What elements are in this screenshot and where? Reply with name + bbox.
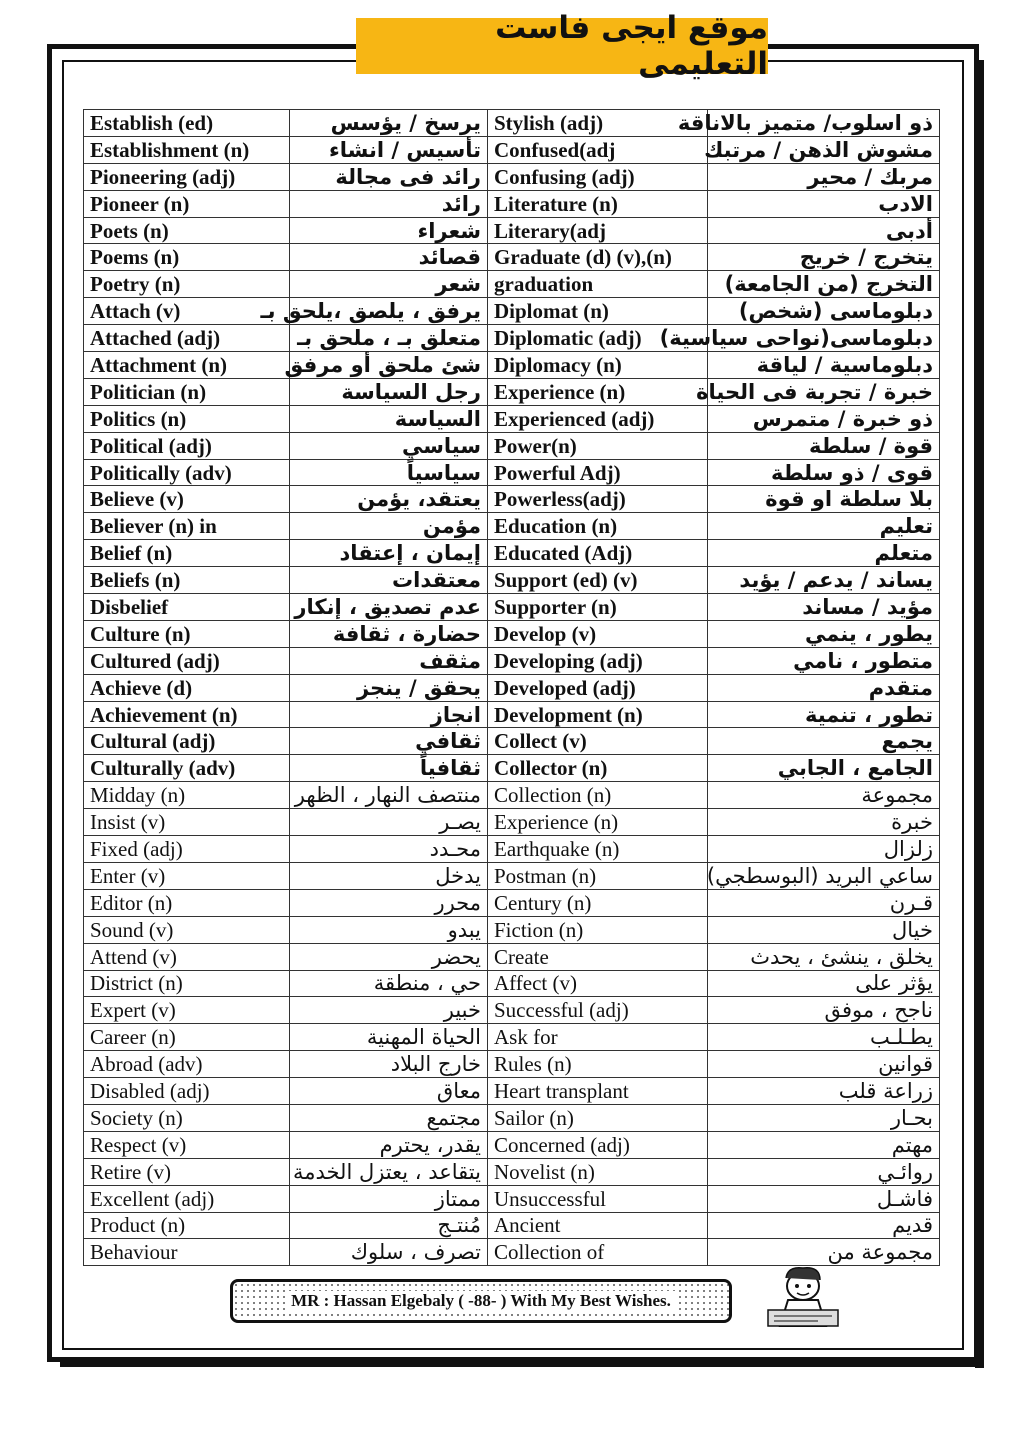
english-word-left: Midday (n) — [84, 782, 290, 809]
table-row — [84, 862, 940, 889]
english-word-right: Century (n) — [488, 889, 708, 916]
table-row — [84, 136, 940, 163]
arabic-meaning-right: مشوش الذهن / مرتبك — [708, 136, 940, 163]
arabic-meaning-right: الجامع ، الجابي — [708, 755, 940, 782]
english-word-right: Development (n) — [488, 701, 708, 728]
english-word-right: Education (n) — [488, 513, 708, 540]
table-row — [84, 836, 940, 863]
english-word-right: Powerless(adj) — [488, 486, 708, 513]
english-word-left: Poets (n) — [84, 217, 290, 244]
english-word-left: Respect (v) — [84, 1131, 290, 1158]
arabic-meaning-left: مؤمن — [290, 513, 488, 540]
arabic-meaning-left: يتقاعد ، يعتزل الخدمة — [290, 1158, 488, 1185]
english-word-right: Earthquake (n) — [488, 836, 708, 863]
english-word-right: Unsuccessful — [488, 1185, 708, 1212]
arabic-meaning-right: ذو اسلوب/ متميز بالاناقة — [708, 110, 940, 137]
arabic-meaning-left: مثقف — [290, 647, 488, 674]
english-word-right: Fiction (n) — [488, 916, 708, 943]
student-mascot-icon — [758, 1264, 848, 1334]
table-row — [84, 378, 940, 405]
english-word-right: Successful (adj) — [488, 997, 708, 1024]
english-word-left: Editor (n) — [84, 889, 290, 916]
arabic-meaning-left: يرسخ / يؤسس — [290, 110, 488, 137]
arabic-meaning-left: محـدد — [290, 836, 488, 863]
english-word-left: Political (adj) — [84, 432, 290, 459]
arabic-meaning-right: تعليم — [708, 513, 940, 540]
arabic-meaning-left: معتقدات — [290, 567, 488, 594]
english-word-right: Confusing (adj) — [488, 163, 708, 190]
english-word-left: Attend (v) — [84, 943, 290, 970]
english-word-right: Novelist (n) — [488, 1158, 708, 1185]
english-word-left: Belief (n) — [84, 540, 290, 567]
arabic-meaning-right: مجموعة من — [708, 1239, 940, 1266]
english-word-right: Heart transplant — [488, 1078, 708, 1105]
arabic-meaning-right: متعلم — [708, 540, 940, 567]
arabic-meaning-right: خبرة — [708, 809, 940, 836]
english-word-left: Disabled (adj) — [84, 1078, 290, 1105]
table-row — [84, 728, 940, 755]
english-word-right: Diplomatic (adj) — [488, 325, 708, 352]
arabic-meaning-left: رائد فى مجالة — [290, 163, 488, 190]
arabic-meaning-right: زراعة قلب — [708, 1078, 940, 1105]
english-word-left: Attachment (n) — [84, 352, 290, 379]
table-row — [84, 1078, 940, 1105]
english-word-right: Ancient — [488, 1212, 708, 1239]
arabic-meaning-right: خبرة / تجربة فى الحياة — [708, 378, 940, 405]
table-row — [84, 298, 940, 325]
arabic-meaning-right: ذو خبرة / متمرس — [708, 405, 940, 432]
english-word-right: Stylish (adj) — [488, 110, 708, 137]
arabic-meaning-left: تأسيس / انشاء — [290, 136, 488, 163]
english-word-right: Educated (Adj) — [488, 540, 708, 567]
table-row — [84, 620, 940, 647]
table-row — [84, 916, 940, 943]
arabic-meaning-right: ساعي البريد (البوسطجي) — [708, 862, 940, 889]
arabic-meaning-right: مؤيد / مساند — [708, 594, 940, 621]
vocabulary-table — [83, 109, 940, 1266]
table-row — [84, 513, 940, 540]
arabic-meaning-left: مجتمع — [290, 1104, 488, 1131]
arabic-meaning-left: انجاز — [290, 701, 488, 728]
arabic-meaning-left: خارج البلاد — [290, 1051, 488, 1078]
table-row — [84, 755, 940, 782]
table-row — [84, 459, 940, 486]
table-row — [84, 594, 940, 621]
table-row — [84, 217, 940, 244]
english-word-left: Sound (v) — [84, 916, 290, 943]
english-word-left: Beliefs (n) — [84, 567, 290, 594]
arabic-meaning-left: متعلق بـ ، ملحق بـ — [290, 325, 488, 352]
arabic-meaning-left: يدخل — [290, 862, 488, 889]
arabic-meaning-right: قوة / سلطة — [708, 432, 940, 459]
arabic-meaning-right: مجموعة — [708, 782, 940, 809]
english-word-left: Behaviour — [84, 1239, 290, 1266]
table-row — [84, 352, 940, 379]
english-word-left: Poems (n) — [84, 244, 290, 271]
english-word-left: Fixed (adj) — [84, 836, 290, 863]
table-row — [84, 889, 940, 916]
english-word-left: Achieve (d) — [84, 674, 290, 701]
footer-text: MR : Hassan Elgebaly ( -88- ) With My Best Wishes. — [287, 1291, 675, 1311]
english-word-right: Supporter (n) — [488, 594, 708, 621]
english-word-right: Diplomacy (n) — [488, 352, 708, 379]
arabic-meaning-right: بحـار — [708, 1104, 940, 1131]
table-row — [84, 486, 940, 513]
arabic-meaning-left: مُنتـج — [290, 1212, 488, 1239]
english-word-left: Disbelief — [84, 594, 290, 621]
arabic-meaning-left: منتصف النهار ، الظهر — [290, 782, 488, 809]
arabic-meaning-right: يتخرج / خريج — [708, 244, 940, 271]
page-title-banner: موقع ايجى فاست التعليمى — [356, 18, 768, 74]
english-word-left: Culture (n) — [84, 620, 290, 647]
arabic-meaning-right: دبلوماسية / لياقة — [708, 352, 940, 379]
english-word-right: Developing (adj) — [488, 647, 708, 674]
english-word-right: Postman (n) — [488, 862, 708, 889]
english-word-right: Powerful Adj) — [488, 459, 708, 486]
arabic-meaning-right: خيال — [708, 916, 940, 943]
footer-box — [230, 1279, 732, 1323]
arabic-meaning-right: يطور ، ينمي — [708, 620, 940, 647]
arabic-meaning-left: شعر — [290, 271, 488, 298]
arabic-meaning-right: يطـلـب — [708, 1024, 940, 1051]
table-row — [84, 1024, 940, 1051]
arabic-meaning-left: الحياة المهنية — [290, 1024, 488, 1051]
english-word-right: Literature (n) — [488, 190, 708, 217]
table-row — [84, 1051, 940, 1078]
english-word-left: Insist (v) — [84, 809, 290, 836]
english-word-left: Establish (ed) — [84, 110, 290, 137]
arabic-meaning-right: ناجح ، موفق — [708, 997, 940, 1024]
arabic-meaning-left: محرر — [290, 889, 488, 916]
english-word-left: Excellent (adj) — [84, 1185, 290, 1212]
table-row — [84, 325, 940, 352]
arabic-meaning-right: قوى / ذو سلطة — [708, 459, 940, 486]
english-word-left: Politically (adv) — [84, 459, 290, 486]
arabic-meaning-left: قصائد — [290, 244, 488, 271]
arabic-meaning-left: يحقق / ينجز — [290, 674, 488, 701]
table-row — [84, 163, 940, 190]
english-word-right: Ask for — [488, 1024, 708, 1051]
english-word-right: Collect (v) — [488, 728, 708, 755]
arabic-meaning-right: بلا سلطة او قوة — [708, 486, 940, 513]
english-word-left: Cultural (adj) — [84, 728, 290, 755]
arabic-meaning-right: يؤثر على — [708, 970, 940, 997]
english-word-right: Rules (n) — [488, 1051, 708, 1078]
table-row — [84, 271, 940, 298]
english-word-left: Believe (v) — [84, 486, 290, 513]
english-word-left: Attach (v) — [84, 298, 290, 325]
english-word-left: Pioneering (adj) — [84, 163, 290, 190]
english-word-left: Career (n) — [84, 1024, 290, 1051]
english-word-left: Poetry (n) — [84, 271, 290, 298]
arabic-meaning-left: يبدو — [290, 916, 488, 943]
arabic-meaning-right: زلزال — [708, 836, 940, 863]
arabic-meaning-right: مربك / محير — [708, 163, 940, 190]
arabic-meaning-left: إيمان ، إعتقاد — [290, 540, 488, 567]
table-row — [84, 701, 940, 728]
english-word-left: District (n) — [84, 970, 290, 997]
english-word-right: Developed (adj) — [488, 674, 708, 701]
arabic-meaning-left: شعراء — [290, 217, 488, 244]
english-word-left: Establishment (n) — [84, 136, 290, 163]
table-row — [84, 1104, 940, 1131]
english-word-right: Literary(adj — [488, 217, 708, 244]
english-word-right: Collection (n) — [488, 782, 708, 809]
arabic-meaning-right: متطور ، نامي — [708, 647, 940, 674]
arabic-meaning-left: ثقافي — [290, 728, 488, 755]
english-word-right: Collection of — [488, 1239, 708, 1266]
english-word-right: graduation — [488, 271, 708, 298]
arabic-meaning-left: سياسياً — [290, 459, 488, 486]
arabic-meaning-right: قـرن — [708, 889, 940, 916]
english-word-left: Politics (n) — [84, 405, 290, 432]
table-row — [84, 540, 940, 567]
english-word-right: Experienced (adj) — [488, 405, 708, 432]
arabic-meaning-right: التخرج (من الجامعة) — [708, 271, 940, 298]
english-word-right: Experience (n) — [488, 809, 708, 836]
table-row — [84, 1185, 940, 1212]
english-word-right: Power(n) — [488, 432, 708, 459]
arabic-meaning-right: قديم — [708, 1212, 940, 1239]
english-word-right: Create — [488, 943, 708, 970]
table-row — [84, 190, 940, 217]
english-word-right: Support (ed) (v) — [488, 567, 708, 594]
arabic-meaning-right: دبلوماسى (شخص) — [708, 298, 940, 325]
english-word-right: Confused(adj — [488, 136, 708, 163]
table-row — [84, 1158, 940, 1185]
arabic-meaning-right: أدبى — [708, 217, 940, 244]
table-row — [84, 943, 940, 970]
english-word-left: Cultured (adj) — [84, 647, 290, 674]
arabic-meaning-right: دبلوماسى(نواحى سياسية) — [708, 325, 940, 352]
english-word-left: Enter (v) — [84, 862, 290, 889]
english-word-right: Develop (v) — [488, 620, 708, 647]
table-row — [84, 1239, 940, 1266]
arabic-meaning-right: مهتم — [708, 1131, 940, 1158]
arabic-meaning-left: ممتاز — [290, 1185, 488, 1212]
arabic-meaning-right: فاشـل — [708, 1185, 940, 1212]
english-word-left: Achievement (n) — [84, 701, 290, 728]
english-word-right: Diplomat (n) — [488, 298, 708, 325]
english-word-left: Pioneer (n) — [84, 190, 290, 217]
english-word-left: Politician (n) — [84, 378, 290, 405]
arabic-meaning-left: حضارة ، ثقافة — [290, 620, 488, 647]
arabic-meaning-left: يصـر — [290, 809, 488, 836]
english-word-left: Abroad (adv) — [84, 1051, 290, 1078]
arabic-meaning-right: الادب — [708, 190, 940, 217]
table-row — [84, 567, 940, 594]
table-row — [84, 809, 940, 836]
english-word-right: Affect (v) — [488, 970, 708, 997]
arabic-meaning-left: يحضر — [290, 943, 488, 970]
arabic-meaning-right: تطور ، تنمية — [708, 701, 940, 728]
table-row — [84, 405, 940, 432]
arabic-meaning-left: رجل السياسة — [290, 378, 488, 405]
arabic-meaning-left: رائد — [290, 190, 488, 217]
arabic-meaning-right: قوانين — [708, 1051, 940, 1078]
arabic-meaning-left: يعتقد، يؤمن — [290, 486, 488, 513]
english-word-right: Graduate (d) (v),(n) — [488, 244, 708, 271]
arabic-meaning-right: يخلق ، ينشئ ، يحدث — [708, 943, 940, 970]
table-row — [84, 244, 940, 271]
arabic-meaning-left: يقدر، يحترم — [290, 1131, 488, 1158]
english-word-left: Attached (adj) — [84, 325, 290, 352]
english-word-right: Sailor (n) — [488, 1104, 708, 1131]
table-row — [84, 674, 940, 701]
english-word-right: Concerned (adj) — [488, 1131, 708, 1158]
table-row — [84, 970, 940, 997]
arabic-meaning-left: السياسة — [290, 405, 488, 432]
english-word-left: Culturally (adv) — [84, 755, 290, 782]
english-word-right: Experience (n) — [488, 378, 708, 405]
arabic-meaning-left: يرفق ، يلصق ،يلحق بـ — [290, 298, 488, 325]
arabic-meaning-left: معاق — [290, 1078, 488, 1105]
table-row — [84, 782, 940, 809]
table-row — [84, 1131, 940, 1158]
english-word-left: Expert (v) — [84, 997, 290, 1024]
arabic-meaning-left: خبير — [290, 997, 488, 1024]
arabic-meaning-right: روائـي — [708, 1158, 940, 1185]
arabic-meaning-right: يجمع — [708, 728, 940, 755]
arabic-meaning-right: متقدم — [708, 674, 940, 701]
arabic-meaning-left: تصرف ، سلوك — [290, 1239, 488, 1266]
table-row — [84, 997, 940, 1024]
arabic-meaning-left: شئ ملحق أو مرفق — [290, 352, 488, 379]
arabic-meaning-right: يساند / يدعم / يؤيد — [708, 567, 940, 594]
english-word-left: Retire (v) — [84, 1158, 290, 1185]
english-word-left: Society (n) — [84, 1104, 290, 1131]
english-word-left: Believer (n) in — [84, 513, 290, 540]
arabic-meaning-left: عدم تصديق ، إنكار — [290, 594, 488, 621]
table-row — [84, 647, 940, 674]
arabic-meaning-left: سياسي — [290, 432, 488, 459]
table-row — [84, 432, 940, 459]
table-row — [84, 110, 940, 137]
table-row — [84, 1212, 940, 1239]
english-word-right: Collector (n) — [488, 755, 708, 782]
arabic-meaning-left: حي ، منطقة — [290, 970, 488, 997]
arabic-meaning-left: ثقافياً — [290, 755, 488, 782]
english-word-left: Product (n) — [84, 1212, 290, 1239]
